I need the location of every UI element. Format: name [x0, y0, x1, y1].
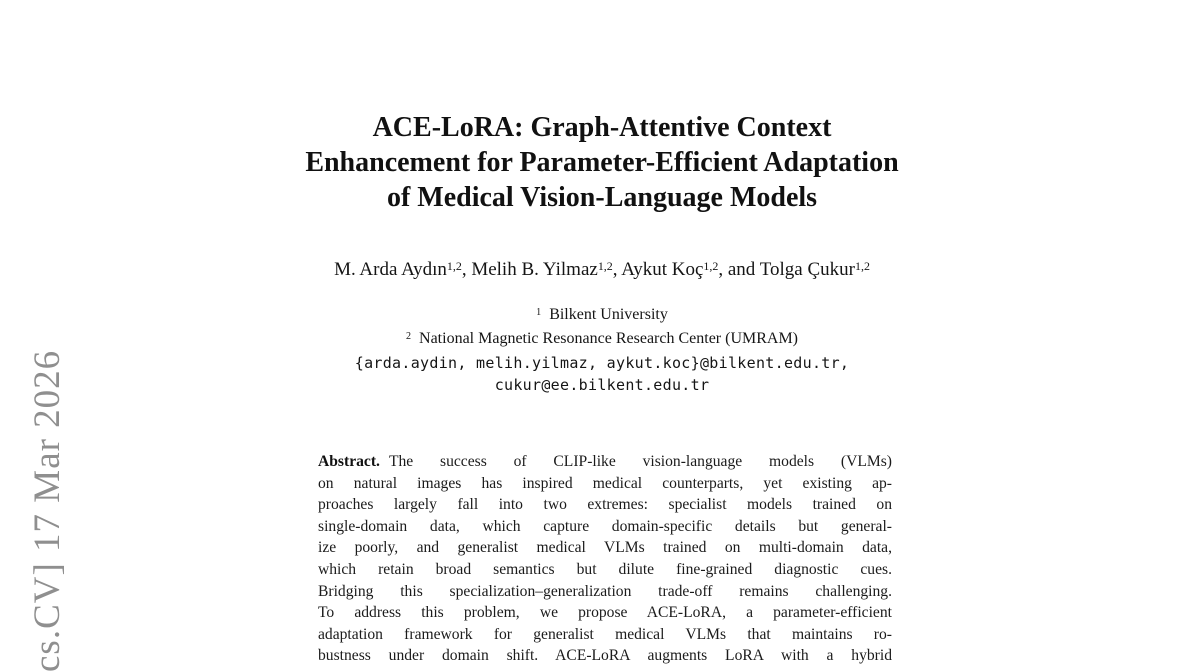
- author-affiliation-sup: 1,2: [446, 258, 462, 273]
- affiliation-line: $^2$ National Magnetic Resonance Research Center (UMRAM): [405, 330, 799, 347]
- author-line: M. Arda Aydın$^{1,2}$, Melih B. Yilmaz$^{1,2}$, Aykut Koç$^{1,2}$, and Tolga Çukur$^{1,2}$: [334, 258, 870, 280]
- paper-title-line-3: of Medical Vision-Language Models: [386, 182, 818, 213]
- affiliation-sup: 2: [405, 330, 412, 342]
- author-name: Melih B. Yilmaz: [471, 259, 598, 280]
- affiliation-sup: 1: [536, 306, 542, 318]
- paper-title: [250, 110, 954, 215]
- abstract-line: adaptation framework for generalist medical VLMs that maintains ro-: [318, 625, 892, 643]
- paper-title-line-2: Enhancement for Parameter-Efficient Adaptation: [305, 147, 899, 178]
- abstract-line: To address this problem, we propose ACE-LoRA, a parameter-efficient: [318, 604, 892, 622]
- email-line: {arda.aydin, melih.yilmaz, aykut.koc}@bilkent.edu.tr,: [354, 354, 850, 372]
- email-line: cukur@ee.bilkent.edu.tr: [494, 376, 710, 394]
- abstract-line: on natural images has inspired medical counterparts, yet existing ap-: [318, 474, 892, 492]
- arxiv-stamp: cs.CV] 17 Mar 2026: [27, 349, 68, 672]
- author-name: M. Arda Aydın: [334, 259, 447, 280]
- abstract-line: proaches largely fall into two extremes: specialist models trained on: [318, 496, 892, 514]
- abstract-block: [318, 451, 892, 667]
- abstract-line: Bridging this specialization–generalization trade-off remains challenging.: [318, 582, 892, 600]
- author-name: Tolga Çukur: [759, 259, 855, 280]
- author-name: Aykut Koç: [621, 259, 704, 280]
- abstract-first-line: Abstract. The success of CLIP-like vision-language models (VLMs): [318, 453, 892, 470]
- abstract-line: ize poorly, and generalist medical VLMs trained on multi-domain data,: [318, 539, 892, 557]
- abstract-line: single-domain data, which capture domain-specific details but general-: [318, 517, 892, 535]
- paper-content: [250, 0, 954, 665]
- abstract-line: which retain broad semantics but dilute fine-grained diagnostic cues.: [318, 560, 892, 578]
- abstract-line: bustness under domain shift. ACE-LoRA augments LoRA with a hybrid: [318, 647, 892, 665]
- affiliation-line: $^1$ Bilkent University: [536, 306, 668, 323]
- author-affiliation-sup: 1,2: [597, 258, 613, 273]
- abstract-label: Abstract.: [318, 453, 380, 470]
- author-affiliation-sup: 1,2: [703, 258, 719, 273]
- affiliation-block: [250, 304, 954, 396]
- paper-title-line-1: ACE-LoRA: Graph-Attentive Context: [372, 112, 832, 143]
- author-affiliation-sup: 1,2: [854, 258, 870, 273]
